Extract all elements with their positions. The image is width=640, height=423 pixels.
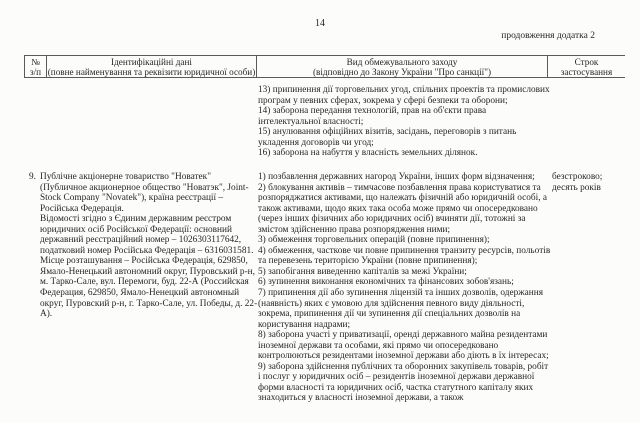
measure-item-15: 15) анулювання офіційних візитів, засідань, переговорів з питань укладення договорів чи угод; — [258, 127, 517, 148]
measure-item-9: 9) заборона здійснення публічних та оборонних закупівель товарів, робіт і послуг у юридичних осіб – резидентів іноземної держави державної форми власності та юридичних осіб, частка статутного капіталу яких знаходиться у власності іноземної держави, а також — [258, 361, 549, 404]
measure-item-16: 16) заборона на набуття у власність земельних ділянок. — [258, 148, 478, 159]
measure-item-3: 3) обмеження торговельних операцій (повне припинення); — [258, 235, 490, 246]
measure-item-8: 8) заборона участі у приватизації, оренді державного майна резидентами іноземної держави та особами, які прямо чи опосередковано контролюються резидентами іноземної держави або діють в їх інтересах; — [258, 330, 549, 362]
row9-term-cell — [552, 172, 625, 193]
column-header-identity-line1: Ідентифікаційні дані — [111, 57, 192, 67]
continuation-row-measures — [258, 85, 551, 159]
measure-item-2: 2) блокування активів – тимчасове позбавлення права користуватися та розпоряджатися активами, що належать фізичній або юридичній особі, а також активами, щодо яких така особа може прямо чи опосередковано (через інших фізичних або юридичних осіб) вчиняти дії, тотожні за змістом здійсненню права розпорядження ними; — [258, 182, 547, 235]
column-header-num — [24, 56, 47, 77]
measure-item-13: 13) припинення дії торговельних угод, спільних проектів та промислових програм у певних сферах, зокрема у сфері безпеки та оборони; — [258, 85, 550, 106]
column-header-term — [548, 56, 625, 77]
column-header-measure-line2: (відповідно до Закону України "Про санкції") — [312, 67, 491, 77]
measure-item-6: 6) зупинення виконання економічних та фінансових зобов'язань; — [258, 277, 514, 288]
measure-item-4: 4) обмеження, часткове чи повне припинення транзиту ресурсів, польотів та перевезень територією України (повне припинення); — [258, 245, 551, 267]
column-header-term-line1: Строк — [574, 57, 599, 67]
table-header-row — [24, 55, 625, 78]
column-header-identity-line2: (повне найменування та реквізити юридичної особи) — [47, 67, 256, 77]
column-header-term-line2: застосування — [560, 67, 613, 77]
column-header-measure-line1: Вид обмежувального заходу — [346, 57, 458, 67]
row9-identity-cell — [40, 172, 259, 320]
column-header-identity — [47, 56, 257, 77]
page-number: 14 — [315, 18, 325, 29]
column-header-num-line2: з/п — [29, 67, 42, 77]
measure-item-5: 5) запобігання виведенню капіталів за межі України; — [258, 266, 467, 277]
measure-item-1: 1) позбавлення державних нагород України, інших форм відзначення; — [258, 172, 535, 182]
row9-term-line1: безстроково; — [552, 172, 603, 182]
row9-term-line2: десять років — [552, 182, 601, 193]
measure-item-14: 14) заборона передання технологій, прав на об'єкти права інтелектуальної власності; — [258, 106, 487, 127]
column-header-num-line1: № — [31, 57, 40, 67]
column-header-measure — [257, 56, 548, 77]
row9-measures-cell — [258, 172, 551, 404]
continuation-note: продовження додатка 2 — [501, 31, 595, 41]
row9-identity-details: Відомості згідно з Єдиним державним реєстром юридичних осіб Російської Федерації: основний державний реєстраційний номер – 1026303117642, податковий номер Російська Федерація – 6316031581. Місце розташування – Російська Федерація, 629850, Ямало-Ненецький автономний округ, Пуровський р-н, м. Тарко-Сале, вул. Перемоги, буд. 22-А (Российская Федерация, 629850, Ямало-Ненецкий автономный округ, Пуровский р-н, г. Тарко-Сале, ул. Победы, д. 22-А). — [40, 214, 258, 320]
row9-identity-name: Публічне акціонерне товариство "Новатек" (Публичное акционерное общество "Новатэк", Joint-Stock Company "Novatek"), країна реєстрації – Російська Федерація. — [40, 172, 249, 214]
row9-number: 9. — [29, 172, 36, 182]
measure-item-7: 7) припинення дії або зупинення ліцензій та інших дозволів, одержання (наявність) яких є умовою для здійснення певного виду діяльності, зокрема, припинення дії чи зупинення дії спеціальних дозволів на користування надрами; — [258, 288, 544, 330]
